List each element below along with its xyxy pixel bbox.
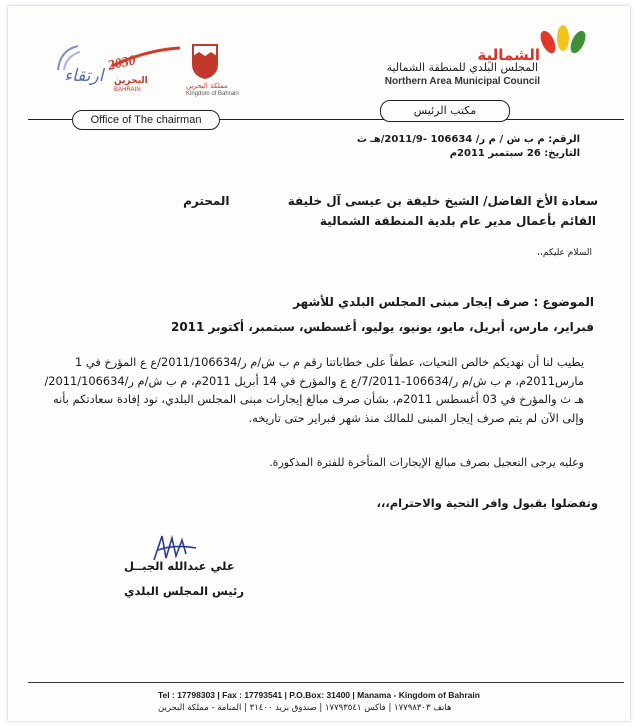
sender-title: رئيس المجلس البلدي: [124, 584, 244, 598]
addressee-position: القائم بأعمال مدير عام بلدية المنطقة الشمالية: [319, 214, 596, 228]
bahrain-emblem-icon: [190, 42, 220, 80]
footer-contact-ar: هاتف ١٧٧٩٨٣٠٣ | فاكس ١٧٧٩٣٥٤١ | صندوق بريد ٣١٤٠٠ | المنامة - مملكة البحرين: [158, 703, 452, 713]
addressee-title: المحترم: [183, 194, 230, 208]
council-logo-icon: [538, 24, 588, 58]
footer-divider: [28, 682, 624, 683]
sender-name: علي عبدالله الجبــل: [124, 559, 235, 573]
subject-months: فبراير، مارس، أبريل، مايو، يونيو، يوليو، أغسطس، سبتمبر، أكتوبر 2011: [170, 320, 594, 334]
office-label-en: Office of The chairman: [72, 110, 220, 130]
kingdom-name-en: Kingdom of Bahrain: [186, 91, 239, 97]
vision-label-ar: البحرين: [114, 76, 148, 86]
council-brand-ar: الشمالية: [477, 46, 540, 64]
subject-line: الموضوع : صرف إيجار مبنى المجلس البلدي للأشهر: [293, 295, 594, 309]
ilqa-logo-text: ارتقاء: [64, 66, 104, 86]
footer-contact-en: Tel : 17798303 | Fax : 17793541 | P.O.Box: 31400 | Manama - Kingdom of Bahrain: [158, 690, 480, 700]
addressee-name: سعادة الأخ الفاضل/ الشيخ خليفة بن عيسى آل خليفة: [287, 194, 598, 208]
council-name-en: Northern Area Municipal Council: [384, 76, 540, 87]
body-paragraph: يطيب لنا أن نهديكم خالص التحيات، عطفاً على خطاباتنا رقم م ب ش/م ر/2011/106634/ع ع المؤرخ في 1 مارس2011م، م ب ش/م ر/106634-7/2011/ع ع والمؤرخ في 14 أبريل 2011م، م ب ش/م ر/2011/106634/هـ ث والمؤرخ في 03 أغسطس 2011م، بشأن صرف مبالغ إيجارات مبنى المجلس البلدي، نود إفادة سعادتكم بأنه وإلى الآن لم يتم صرف إيجار المبنى للمالك منذ شهر فبراير حتى تاريخه.: [44, 355, 584, 425]
office-label-ar: مكتب الرئيس: [380, 100, 510, 122]
closing-line: وتفضلوا بقبول وافر التحية والاحترام،،،: [376, 496, 598, 510]
vision-label-en: BAHRAIN: [114, 87, 141, 93]
letter-date: التاريخ: 26 سبتمبر 2011م: [449, 148, 580, 159]
letter-page: [8, 6, 630, 721]
addressee-line: [183, 194, 598, 208]
vision-number: 2030: [106, 53, 138, 74]
reference-number: الرقم: م ب ش / م ر/ 106634 -2011/9/هـ ث: [356, 134, 580, 145]
greeting: السلام عليكم،،: [537, 248, 592, 258]
kingdom-name-ar: مملكة البحرين: [186, 82, 228, 90]
council-name-ar: المجلس البلدي للمنطقة الشمالية: [386, 61, 538, 74]
body-request: وعليه يرجى التعجيل بصرف مبالغ الإيجارات المتأخرة للفترة المذكورة.: [269, 456, 584, 469]
